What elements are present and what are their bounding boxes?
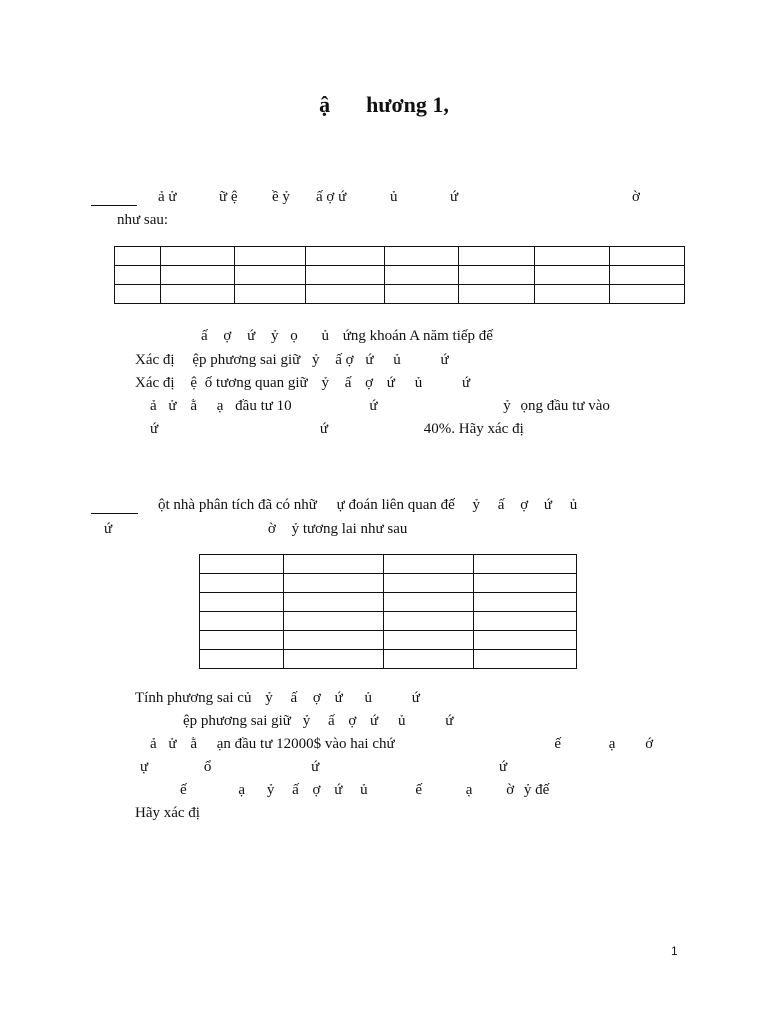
problem1-item-2 [135, 352, 449, 369]
problem2-item-2 [183, 713, 453, 730]
table-cell [235, 266, 306, 285]
text-fragment: ử [168, 736, 177, 752]
table-cell [384, 285, 459, 304]
table-cell [200, 631, 284, 650]
table-cell [200, 593, 284, 612]
problem1-line2: như sau: [117, 212, 169, 228]
table-cell [384, 631, 474, 650]
text-fragment: ủ [414, 375, 423, 391]
text-fragment: ờ [506, 782, 515, 798]
text-fragment: ệ [190, 375, 197, 391]
text-fragment: ấ [290, 690, 298, 706]
table-cell [459, 247, 535, 266]
text-fragment: ạ [216, 398, 224, 414]
text-fragment: ợ [365, 375, 374, 391]
table-cell [160, 285, 235, 304]
table-row [115, 266, 685, 285]
table-cell [474, 650, 577, 669]
table-row [200, 574, 577, 593]
text-fragment: ờ [632, 189, 640, 205]
text-fragment: ủ [393, 352, 401, 368]
table-cell [283, 574, 384, 593]
text-fragment: ỷ đế [523, 782, 550, 798]
text-fragment: ạ [465, 782, 473, 798]
table-row [200, 612, 577, 631]
text-fragment: ằ [190, 398, 197, 414]
text-fragment: ạ [238, 782, 246, 798]
table-cell [115, 247, 161, 266]
text-fragment: ứ [450, 189, 459, 205]
problem1-item-3 [135, 375, 470, 392]
text-fragment: ứ [104, 521, 113, 537]
text-fragment: ứ [365, 352, 374, 368]
text-fragment: ỷ [312, 352, 320, 368]
text-fragment: ạ [608, 736, 616, 752]
table-cell [200, 574, 284, 593]
table-cell [534, 266, 610, 285]
problem2-data-table [199, 554, 577, 669]
table-cell [474, 631, 577, 650]
text-fragment: ứ [370, 713, 379, 729]
text-fragment: ế [180, 782, 187, 798]
text-fragment: ả ử [158, 189, 177, 205]
text-fragment: ự đoán liên quan đế [336, 497, 455, 513]
text-fragment: ờ [267, 521, 276, 537]
text-fragment: ứ [411, 690, 420, 706]
page-number: 1 [671, 944, 678, 958]
text-fragment: Hãy xác đị [135, 805, 200, 821]
text-fragment: ỷ [271, 328, 279, 344]
text-fragment: ả [150, 736, 157, 752]
text-fragment: ủ [364, 690, 372, 706]
problem2-item-6 [135, 805, 200, 822]
title-part2: hương 1, [366, 92, 449, 117]
table-cell [610, 266, 685, 285]
text-fragment: ữ ệ [219, 189, 238, 205]
table-cell [474, 555, 577, 574]
problem2-item-5 [180, 782, 549, 799]
table-row [200, 650, 577, 669]
text-fragment: ứ [311, 759, 320, 775]
text-fragment: ế [415, 782, 423, 798]
problem1-item-5 [150, 421, 524, 438]
table-cell [459, 285, 535, 304]
text-fragment: ự [140, 759, 149, 775]
text-fragment: ử [168, 398, 177, 414]
text-fragment: ứ [247, 328, 256, 344]
table-cell [200, 650, 284, 669]
text-fragment: ấ [292, 782, 299, 798]
problem1-underline [91, 205, 137, 206]
text-fragment: ứ [386, 375, 395, 391]
text-fragment: ủ [569, 497, 578, 513]
text-fragment: ứ [543, 497, 553, 513]
text-fragment: ủ [321, 328, 329, 344]
text-fragment: ứ [334, 782, 343, 798]
text-fragment: ứ [499, 759, 508, 775]
text-fragment: ấ ợ ứ [316, 189, 347, 205]
table-cell [384, 593, 474, 612]
text-fragment: ứ [461, 375, 471, 391]
table-cell [384, 612, 474, 631]
text-fragment: ả [150, 398, 157, 414]
text-fragment: ứ [369, 398, 378, 414]
table-cell [384, 266, 459, 285]
table-cell [459, 266, 535, 285]
table-cell [283, 631, 384, 650]
table-row [200, 631, 577, 650]
text-fragment: ợ [520, 497, 529, 513]
table-cell [283, 650, 384, 669]
table-cell [384, 574, 474, 593]
problem2-underline [91, 513, 138, 514]
text-fragment: ột nhà phân tích đã có nhữ [158, 497, 317, 513]
text-fragment: ố tương quan giữ [204, 375, 308, 391]
text-fragment: ấ [201, 328, 208, 344]
table-cell [384, 247, 459, 266]
text-fragment: Xác đị [135, 375, 175, 391]
text-fragment: ủ [390, 189, 398, 205]
text-fragment: ỷ [472, 497, 481, 513]
text-fragment: ế [554, 736, 562, 752]
text-fragment: ứ [440, 352, 449, 368]
text-fragment: ạn đầu tư 12000$ vào hai chứ [216, 736, 395, 752]
text-fragment: ấ ợ [335, 352, 354, 368]
table-cell [115, 266, 161, 285]
table-cell [534, 285, 610, 304]
table-cell [115, 285, 161, 304]
text-fragment: ấ [344, 375, 352, 391]
table-cell [384, 650, 474, 669]
problem2-line2 [104, 521, 407, 538]
text-fragment: ợ [223, 328, 232, 344]
text-fragment: ứ [150, 421, 159, 437]
table-cell [534, 247, 610, 266]
text-fragment: ỷ [302, 713, 311, 729]
title-part1: ậ [319, 92, 331, 117]
table-cell [610, 247, 685, 266]
table-row [200, 555, 577, 574]
text-fragment: ứ [319, 421, 329, 437]
problem2-line1 [158, 497, 577, 514]
text-fragment: ứng khoán A năm tiếp đế [342, 328, 493, 344]
problem2-item-1 [135, 690, 420, 707]
table-cell [474, 574, 577, 593]
problem1-item-4 [150, 398, 610, 415]
problem1-item-1 [201, 328, 493, 345]
text-fragment: đầu tư 10 [235, 398, 292, 414]
text-fragment: Tính phương sai củ [135, 690, 252, 706]
table-cell [160, 266, 235, 285]
table-cell [235, 285, 306, 304]
text-fragment: ớ [645, 736, 654, 752]
table-cell [200, 555, 284, 574]
text-fragment: ợ [348, 713, 357, 729]
table-row [200, 593, 577, 612]
problem1-data-table [114, 246, 685, 304]
text-fragment: ằ [190, 736, 197, 752]
table-cell [474, 593, 577, 612]
text-fragment: 40%. Hãy xác đị [423, 421, 524, 437]
text-fragment: ợ [312, 690, 321, 706]
table-row [115, 285, 685, 304]
table-cell [200, 612, 284, 631]
text-fragment: ỷ tương lai như sau [291, 521, 408, 537]
problem2-item-3 [150, 736, 653, 753]
text-fragment: ỷ [266, 782, 275, 798]
table-cell [305, 266, 384, 285]
text-fragment: ủ [397, 713, 406, 729]
table-cell [160, 247, 235, 266]
problem2-item-4 [140, 759, 507, 776]
text-fragment: ứ [334, 690, 343, 706]
text-fragment: ấ [327, 713, 335, 729]
text-fragment: ọ [290, 328, 298, 344]
text-fragment: ỷ [321, 375, 329, 391]
text-fragment: ề ỷ [272, 189, 290, 205]
text-fragment: ủ [360, 782, 368, 798]
text-fragment: ỷ [503, 398, 511, 414]
table-cell [283, 593, 384, 612]
text-fragment: ổ [203, 759, 212, 775]
page-title [0, 92, 768, 118]
text-fragment: ọng đầu tư vào [520, 398, 610, 414]
text-fragment: ợ [312, 782, 321, 798]
table-cell [283, 555, 384, 574]
table-cell [283, 612, 384, 631]
table-cell [305, 285, 384, 304]
table-cell [384, 555, 474, 574]
text-fragment: ệp phương sai giữ [192, 352, 301, 368]
text-fragment: ấ [497, 497, 505, 513]
table-row [115, 247, 685, 266]
table-cell [305, 247, 384, 266]
text-fragment: Xác đị [135, 352, 175, 368]
text-fragment: ệp phương sai giữ [183, 713, 291, 729]
text-fragment: ỷ [265, 690, 273, 706]
table-cell [610, 285, 685, 304]
table-cell [474, 612, 577, 631]
text-fragment: ứ [445, 713, 454, 729]
table-cell [235, 247, 306, 266]
